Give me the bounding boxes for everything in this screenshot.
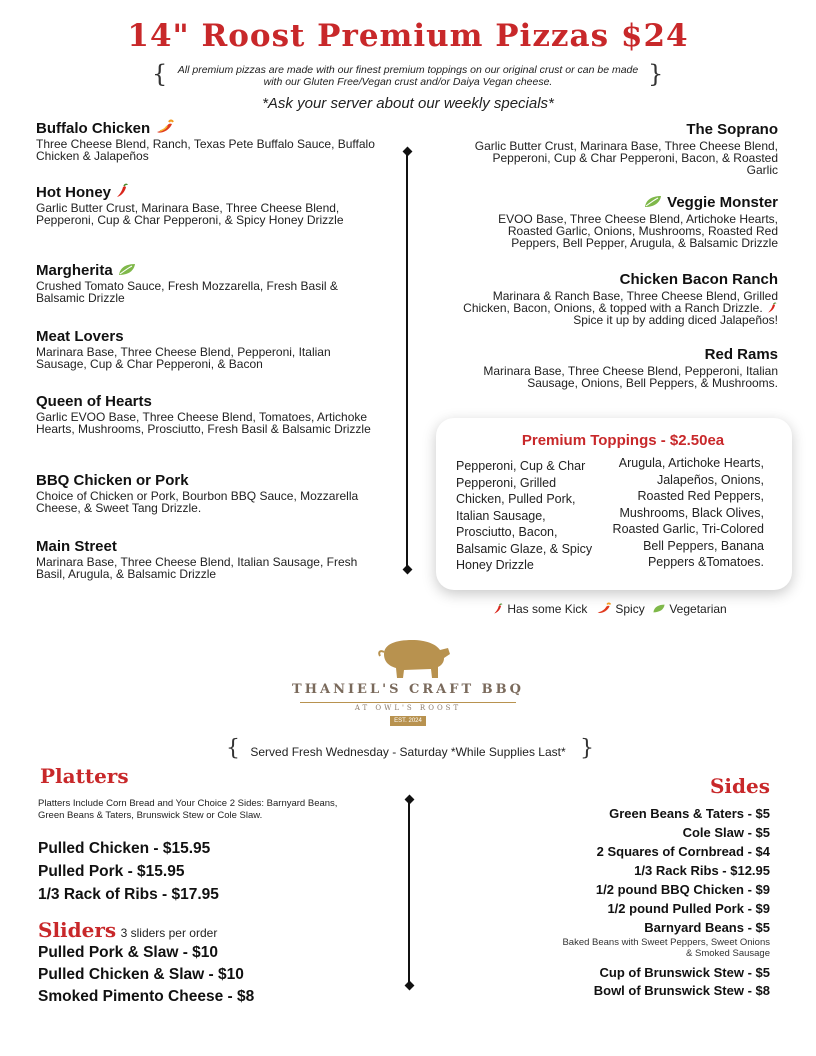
- legend-spicy: [596, 602, 645, 616]
- platter-item: Pulled Pork - $15.95: [38, 863, 185, 880]
- toppings-col-2: Arugula, Artichoke Hearts, Jalapeños, Onions, Roasted Red Peppers, Mushrooms, Black Olives, Roasted Garlic, Tri-Colored Bell Peppers, Banana Peppers &Tomatoes.: [612, 456, 764, 569]
- pizza-name: Meat Lovers: [36, 328, 124, 345]
- divider-top-cap: [403, 147, 413, 157]
- pizza-desc: Marinara Base, Three Cheese Blend, Italian Sausage, Fresh Basil, Arugula, & Balsamic Drizzle: [36, 555, 358, 581]
- pizza-desc: Choice of Chicken or Pork, Bourbon BBQ Sauce, Mozzarella Cheese, & Sweet Tang Drizzle.: [36, 489, 359, 515]
- pizza-desc-main: Marinara & Ranch Base, Three Cheese Blend, Grilled Chicken, Bacon, Onions, & topped with a Ranch Drizzle.: [463, 289, 778, 315]
- pig-icon: [374, 632, 454, 680]
- logo-est-badge: [390, 716, 426, 726]
- pizza-chicken-bacon-ranch: [462, 271, 778, 326]
- pizza-name: Buffalo Chicken: [36, 120, 151, 137]
- chili-icon: [492, 603, 504, 615]
- side-item: Bowl of Brunswick Stew - $8: [593, 983, 770, 998]
- side-item: 1/3 Rack Ribs - $12.95: [634, 863, 770, 878]
- side-item: Cole Slaw - $5: [682, 825, 770, 840]
- left-brace: {: [152, 60, 168, 88]
- pizza-name: Main Street: [36, 538, 117, 555]
- pizza-meat-lovers: [36, 328, 376, 370]
- pizza-desc-addon: Spice it up by adding diced Jalapeños!: [573, 313, 778, 327]
- platter-item: 1/3 Rack of Ribs - $17.95: [38, 886, 219, 903]
- pizza-desc: Garlic EVOO Base, Three Cheese Blend, Tomatoes, Artichoke Hearts, Mushrooms, Prosciutto, Fresh Basil & Balsamic Drizzle: [36, 410, 371, 436]
- pizza-bbq-chicken-or-pork: [36, 472, 376, 514]
- sides-title: Sides: [709, 774, 770, 798]
- side-item: Cup of Brunswick Stew - $5: [599, 965, 770, 980]
- pizza-the-soprano: [462, 121, 778, 176]
- chili-icon: [115, 183, 129, 199]
- slider-item: Smoked Pimento Cheese - $8: [38, 988, 255, 1005]
- spicy-icon: [155, 119, 175, 135]
- beans-note: Baked Beans with Sweet Peppers, Sweet Onions & Smoked Sausage: [562, 937, 770, 959]
- platter-item: Pulled Chicken - $15.95: [38, 840, 211, 857]
- pizza-name: Queen of Hearts: [36, 393, 152, 410]
- pizza-name: Veggie Monster: [667, 194, 778, 211]
- logo-rule: [300, 702, 516, 703]
- sliders-heading: [38, 918, 217, 942]
- pizza-desc: Three Cheese Blend, Ranch, Texas Pete Buffalo Sauce, Buffalo Chicken & Jalapeños: [36, 137, 375, 163]
- right-brace: }: [648, 60, 664, 88]
- side-item: Barnyard Beans - $5: [644, 920, 770, 935]
- slider-item: Pulled Chicken & Slaw - $10: [38, 966, 244, 983]
- pizza-desc: Garlic Butter Crust, Marinara Base, Three Cheese Blend, Pepperoni, Cup & Char Pepperoni, Bacon, & Roasted Garlic: [474, 139, 778, 177]
- pizza-main-street: [36, 538, 376, 580]
- note-right-brace: }: [580, 736, 594, 761]
- sliders-title: Sliders: [38, 918, 117, 942]
- platters-title: Platters: [40, 764, 129, 788]
- side-item: Green Beans & Taters - $5: [609, 806, 770, 821]
- pizza-name: The Soprano: [686, 121, 778, 138]
- bbq-divider: [408, 800, 410, 986]
- pizza-hot-honey: [36, 183, 376, 226]
- pizza-buffalo-chicken: [36, 119, 376, 162]
- pizza-name: Margherita: [36, 262, 113, 279]
- slider-item: Pulled Pork & Slaw - $10: [38, 944, 219, 961]
- pizza-desc: Crushed Tomato Sauce, Fresh Mozzarella, Fresh Basil & Balsamic Drizzle: [36, 279, 338, 305]
- pizza-name-row: [462, 194, 778, 211]
- pizza-desc: Garlic Butter Crust, Marinara Base, Three Cheese Blend, Pepperoni, Cup & Char Pepperoni, & Spicy Honey Drizzle: [36, 201, 344, 227]
- served-note: Served Fresh Wednesday - Saturday *While Supplies Last*: [250, 745, 566, 759]
- intro-text: [150, 64, 666, 88]
- intro-line-1: All premium pizzas are made with our finest premium toppings on our original crust or can be made: [177, 64, 639, 76]
- pizza-name: Hot Honey: [36, 184, 111, 201]
- spicy-icon: [596, 602, 612, 615]
- side-item: 1/2 pound Pulled Pork - $9: [607, 901, 770, 916]
- pizza-desc: EVOO Base, Three Cheese Blend, Artichoke Hearts, Roasted Garlic, Onions, Mushrooms, Roasted Red Peppers, Bell Pepper, Arugula, & Balsamic Drizzle: [498, 212, 778, 250]
- page-title: 14" Roost Premium Pizzas $24: [127, 18, 689, 54]
- legend-kick: [492, 602, 587, 616]
- side-item: 2 Squares of Cornbread - $4: [596, 844, 770, 859]
- bbq-divider-top-cap: [405, 795, 415, 805]
- intro-line-2: with our Gluten Free/Vegan crust and/or Daiya Vegan cheese.: [263, 76, 553, 88]
- pizza-veggie-monster: [462, 194, 778, 249]
- specials-note: *Ask your server about our weekly specials*: [262, 95, 554, 112]
- sliders-note: 3 sliders per order: [120, 926, 218, 940]
- leaf-icon: [652, 603, 666, 614]
- pizza-name: BBQ Chicken or Pork: [36, 472, 189, 489]
- pizza-name: Chicken Bacon Ranch: [619, 271, 778, 288]
- logo-name: THANIEL'S CRAFT BBQ: [292, 682, 524, 697]
- platters-note: Platters Include Corn Bread and Your Choice 2 Sides: Barnyard Beans, Green Beans & Taters, Brunswick Stew or Cole Slaw.: [38, 798, 338, 821]
- divider-bottom-cap: [403, 565, 413, 575]
- center-divider: [406, 152, 408, 570]
- pizza-desc: Marinara Base, Three Cheese Blend, Pepperoni, Italian Sausage, Onions, Bell Peppers, & Mushrooms.: [483, 364, 778, 390]
- legend-vegetarian-label: Vegetarian: [669, 602, 727, 616]
- toppings-col-1: Pepperoni, Cup & Char Pepperoni, Grilled Chicken, Pulled Pork, Italian Sausage, Prosciutto, Bacon, Balsamic Glaze, & Spicy Honey Drizzle: [456, 459, 593, 572]
- logo-est: EST. 2024: [394, 718, 422, 724]
- pizza-desc: [462, 290, 778, 326]
- legend-kick-label: Has some Kick: [507, 602, 588, 616]
- leaf-icon: [117, 262, 137, 277]
- legend-vegetarian: [652, 602, 727, 616]
- logo-sub: AT OWL'S ROOST: [354, 704, 462, 712]
- pizza-red-rams: [462, 346, 778, 389]
- pizza-name: Red Rams: [704, 346, 778, 363]
- toppings-title: Premium Toppings - $2.50ea: [521, 432, 725, 449]
- legend-spicy-label: Spicy: [615, 602, 645, 616]
- note-left-brace: {: [226, 736, 240, 761]
- pizza-margherita: [36, 262, 376, 304]
- pizza-desc: Marinara Base, Three Cheese Blend, Pepperoni, Italian Sausage, Cup & Char Pepperoni, & Bacon: [36, 345, 331, 371]
- pizza-queen-of-hearts: [36, 393, 376, 435]
- leaf-icon: [643, 194, 663, 209]
- bbq-divider-bottom-cap: [405, 981, 415, 991]
- bbq-logo: [280, 632, 536, 728]
- side-item: 1/2 pound BBQ Chicken - $9: [595, 882, 770, 897]
